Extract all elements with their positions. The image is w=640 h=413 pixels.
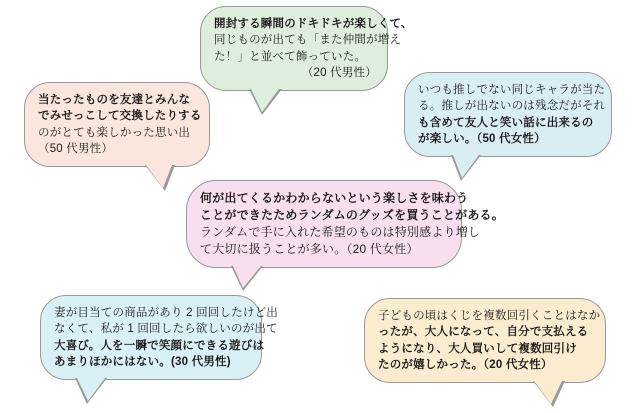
bubble-attribution: （20 代男性） — [214, 66, 377, 79]
bubble-attribution: （50 代男性） — [38, 142, 114, 155]
bubble-line: ことができたためランダムのグッズを買うことがある。 — [200, 208, 504, 223]
bubble-line: なくて、私が 1 回回したら欲しいのが出て — [54, 323, 278, 336]
bubble-line: 妻が目当ての商品があり 2 回回したけど出 — [54, 307, 278, 319]
bubble-line: 子どもの頃はくじを複数回引くことはなか — [378, 310, 601, 322]
bubble-tail-fill-icon — [251, 89, 279, 112]
bubble-attribution: て大切に扱うことが多い。（20 代女性） — [200, 242, 419, 257]
bubble-line: る。推しが出ないのは残念だがそれ — [418, 100, 606, 113]
bubble-line: も含めて友人と笑い話に出来るの — [418, 116, 594, 129]
bubble-line: 大喜び。人を一瞬で笑顔にできる遊びは — [54, 339, 265, 352]
speech-bubble-top-center — [200, 6, 413, 91]
bubble-attribution: たのが嬉しかった。（20 代女性） — [378, 358, 553, 371]
bubble-line: ようになり、大人買いして複数回引け — [378, 342, 577, 355]
bubble-tail-fill-icon — [146, 165, 172, 188]
bubble-line: でみせっこして交換したりする — [38, 110, 202, 123]
speech-bubble-center — [186, 180, 504, 268]
bubble-tail-fill-icon — [77, 378, 105, 401]
bubble-attribution: が楽しい。（50 代女性） — [418, 132, 546, 145]
speech-bubble-right-top — [404, 72, 612, 157]
bubble-line: ったが、大人になって、自分で支払える — [378, 326, 589, 339]
bubble-tail-fill-icon — [534, 381, 562, 404]
bubble-line: いつも推しでない同じキャラが当た — [418, 84, 606, 96]
speech-bubble-right-bottom — [364, 298, 606, 383]
bubble-attribution: あまりほかにはない。(30 代男性) — [54, 355, 231, 368]
bubble-tail-fill-icon — [233, 266, 261, 288]
speech-bubble-left-bottom — [40, 295, 278, 380]
speech-bubble-left-top — [24, 82, 210, 167]
bubble-line: 何が出てくるかわからないという楽しさを味わう — [200, 191, 469, 205]
bubble-line: 開封する瞬間のドキドキが楽しくて、 — [214, 18, 413, 30]
bubble-line: た！」と並べて飾っていた。 — [214, 50, 367, 63]
bubble-line: ランダムで手に入れた希望のものは特別感より増し — [200, 225, 481, 240]
bubble-tail-fill-icon — [453, 155, 479, 178]
bubble-line: のがとても楽しかった思い出 — [38, 126, 191, 139]
bubble-line: 同じものが出ても「また仲間が増え — [214, 34, 402, 47]
bubble-line: 当たったものを友達とみんな — [38, 94, 191, 106]
